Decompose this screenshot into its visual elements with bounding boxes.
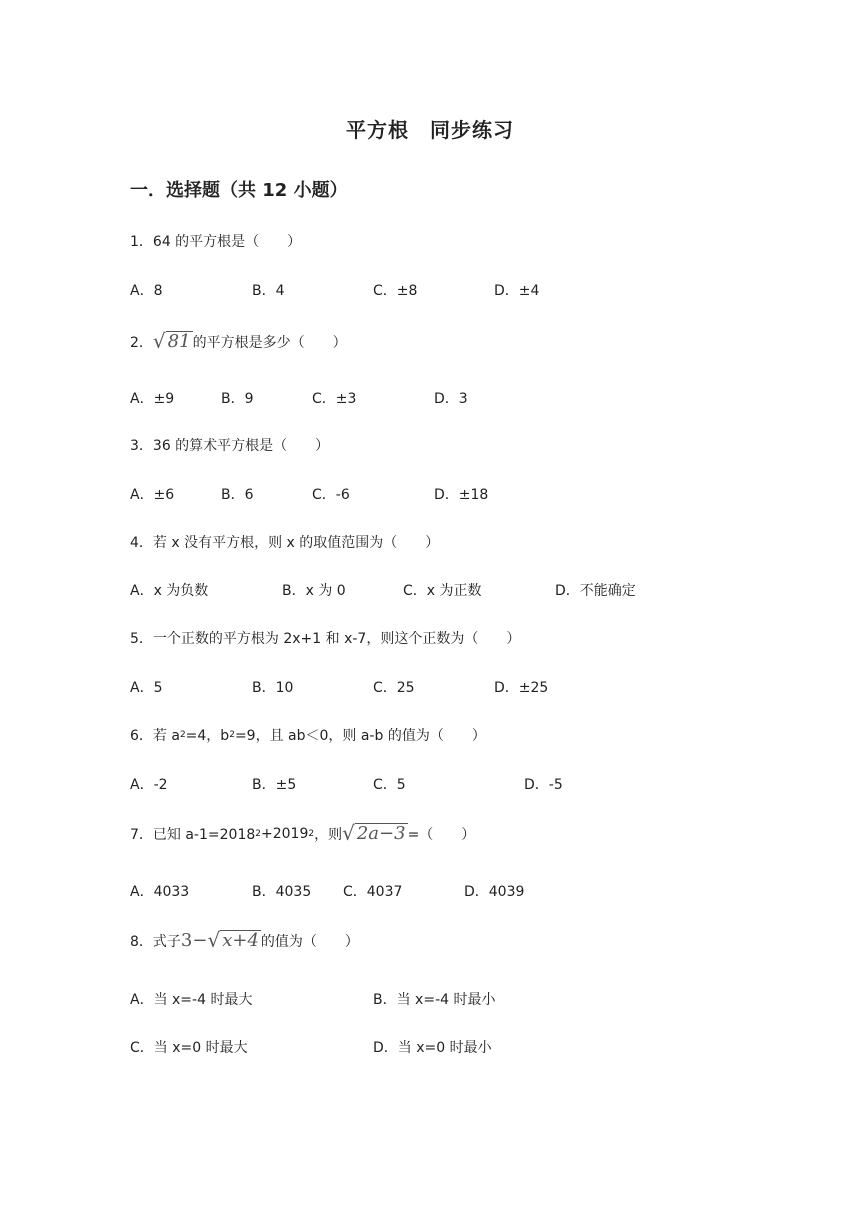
exponent: 2	[229, 730, 235, 740]
q2-text: 的平方根是多少（ ）	[192, 334, 347, 351]
q6-option-d[interactable]: D．-5	[524, 777, 563, 793]
q6-text-part: =4，b	[185, 728, 230, 744]
q7-text-part: +2019	[261, 825, 309, 842]
q2-option-c[interactable]: C．±3	[312, 391, 357, 407]
q1-option-b[interactable]: B．4	[252, 283, 285, 299]
q7-option-b[interactable]: B．4035	[252, 884, 312, 900]
q3-option-d[interactable]: D．±18	[434, 487, 489, 503]
q4-option-c[interactable]: C．x 为正数	[403, 583, 482, 599]
question-7	[130, 823, 475, 844]
q3-option-b[interactable]: B．6	[221, 487, 254, 503]
question-3: 3．36 的算术平方根是（ ）	[130, 438, 330, 454]
q5-option-d[interactable]: D．±25	[494, 680, 549, 696]
section-title: 一．选择题（共 12 小题）	[130, 180, 348, 201]
q1-option-d[interactable]: D．±4	[494, 283, 540, 299]
question-8	[130, 930, 359, 951]
expression-3-minus-sqrt-formula: 3− √ x+4	[180, 928, 259, 952]
q3-option-a[interactable]: A．±6	[130, 487, 175, 503]
exponent: 2	[255, 828, 261, 839]
q4-option-d[interactable]: D．不能确定	[555, 583, 636, 599]
q2-number: 2．	[130, 334, 153, 351]
q4-option-b[interactable]: B．x 为 0	[282, 583, 346, 599]
q2-option-d[interactable]: D．3	[434, 391, 468, 407]
question-5: 5．一个正数的平方根为 2x+1 和 x-7，则这个正数为（ ）	[130, 631, 521, 647]
q8-option-b[interactable]: B．当 x=-4 时最小	[373, 992, 496, 1008]
q7-text-part: ，则	[314, 826, 343, 843]
q7-text-part: 7．已知 a-1=2018	[130, 826, 256, 843]
q8-text-part: 的值为（ ）	[260, 933, 359, 950]
question-4: 4．若 x 没有平方根，则 x 的取值范围为（ ）	[130, 535, 440, 551]
q8-text-part: 8．式子	[130, 933, 181, 950]
q8-option-d[interactable]: D．当 x=0 时最小	[373, 1040, 492, 1056]
q3-option-c[interactable]: C．-6	[312, 487, 350, 503]
q7-option-d[interactable]: D．4039	[464, 884, 525, 900]
exponent: 2	[179, 730, 186, 740]
q4-option-a[interactable]: A．x 为负数	[130, 583, 209, 599]
q5-option-b[interactable]: B．10	[252, 680, 294, 696]
q2-option-a[interactable]: A．±9	[130, 391, 175, 407]
q6-text-part: 6．若 a	[130, 728, 180, 744]
q7-text-part: =（ ）	[407, 826, 476, 843]
sqrt-2a-minus-3-formula: √ 2a−3	[342, 821, 406, 845]
q6-option-c[interactable]: C．5	[373, 777, 406, 793]
q5-option-a[interactable]: A．5	[130, 680, 163, 696]
q1-option-c[interactable]: C．±8	[373, 283, 418, 299]
q5-option-c[interactable]: C．25	[373, 680, 415, 696]
q8-option-a[interactable]: A．当 x=-4 时最大	[130, 992, 253, 1008]
exponent: 2	[308, 828, 315, 839]
q6-option-a[interactable]: A．-2	[130, 777, 168, 793]
question-1: 1．64 的平方根是（ ）	[130, 234, 302, 250]
q7-option-c[interactable]: C．4037	[343, 884, 403, 900]
q7-option-a[interactable]: A．4033	[130, 884, 190, 900]
q6-text-part: =9，且 ab＜0，则 a-b 的值为（ ）	[234, 728, 486, 744]
q2-option-b[interactable]: B．9	[221, 391, 254, 407]
sqrt-81-formula: √ 81	[152, 329, 191, 353]
question-6	[130, 725, 486, 745]
question-2	[130, 331, 347, 352]
page-title: 平方根 同步练习	[346, 118, 514, 142]
q8-option-c[interactable]: C．当 x=0 时最大	[130, 1040, 248, 1056]
q6-option-b[interactable]: B．±5	[252, 777, 297, 793]
expression-lead: 3−	[180, 930, 208, 951]
q1-option-a[interactable]: A．8	[130, 283, 163, 299]
